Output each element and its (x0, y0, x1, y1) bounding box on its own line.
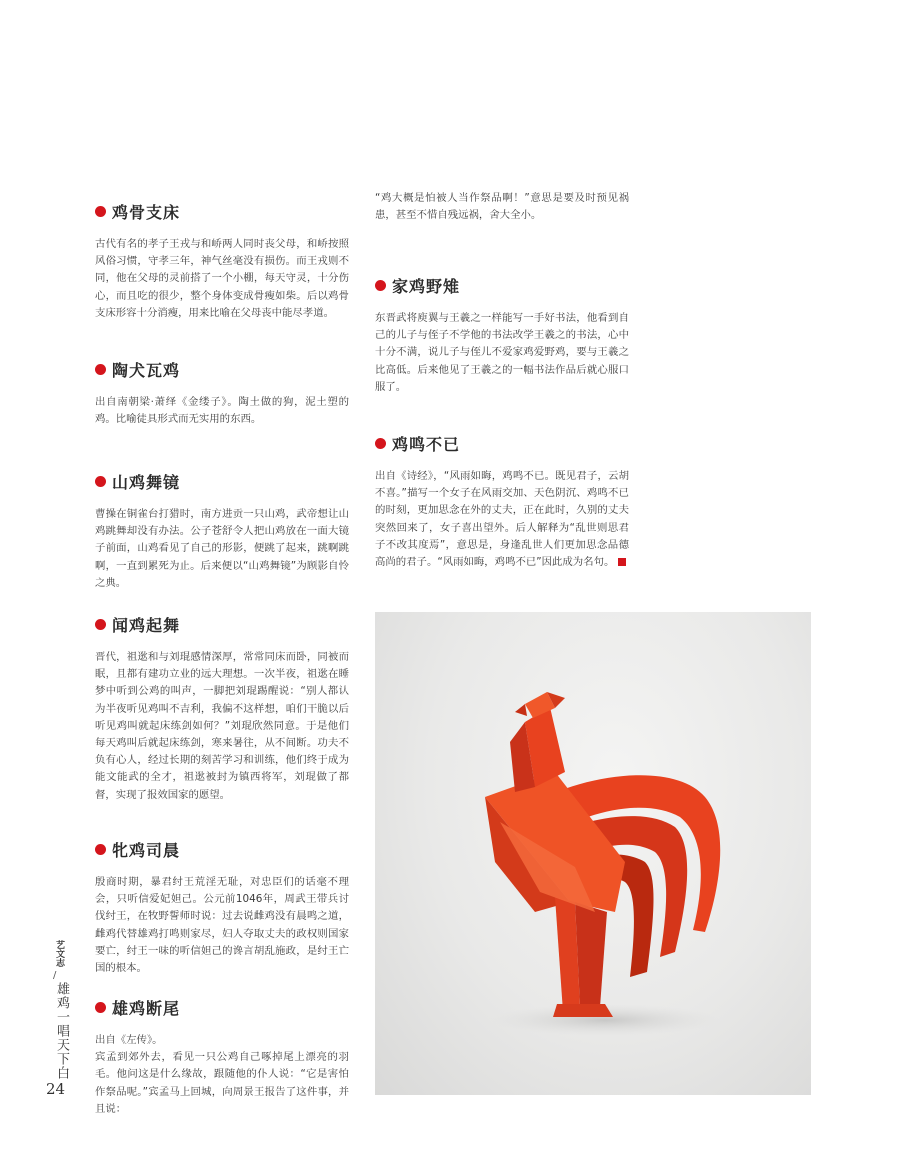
sidebar-separator: / (53, 970, 57, 981)
article-section-taoquan (95, 358, 349, 428)
section-title: 闻鸡起舞 (112, 615, 181, 635)
section-heading (95, 358, 349, 380)
article-section-jigu (95, 200, 349, 322)
section-body: 出自南朝梁·萧绎《金缕子》。陶土做的狗，泥土塑的鸡。比喻徒具形式而无实用的东西。 (95, 396, 349, 426)
article-section-shanji (95, 470, 349, 592)
bullet-dot-icon (95, 1002, 106, 1013)
section-title: 鸡骨支床 (112, 202, 181, 222)
section-body-text: 出自《诗经》，“风雨如晦，鸡鸣不已。既见君子，云胡不喜。”描写一个女子在风雨交加、天色阴沉、鸡鸣不已的时刻，更加思念在外的丈夫，正在此时，久别的丈夫突然回来了，女子喜出望外。后人解释为“乱世则思君子不改其度焉”，意思是，身逢乱世人们更加思念品德高尚的君子。“风雨如晦，鸡鸣不已”因此成为名句。 (375, 470, 629, 569)
section-title: 家鸡野雉 (392, 276, 461, 296)
origami-rooster-illustration (375, 612, 811, 1095)
section-body (375, 468, 629, 571)
bullet-dot-icon (95, 364, 106, 375)
section-body: 殷商时期，暴君纣王荒淫无耻，对忠臣们的话毫不理会，只听信爱妃妲己。公元前1046年，周武王带兵讨伐纣王，在牧野誓师时说：过去说雌鸡没有晨鸣之道，雌鸡代替雄鸡打鸣则家尽，妇人夺取丈夫的政权则国家要亡，纣王一味的听信妲己的谗言胡乱施政，是纣王亡国的根本。 (95, 876, 349, 975)
section-heading (95, 838, 349, 860)
section-title: 牝鸡司晨 (112, 840, 181, 860)
section-body: 晋代，祖逖和与刘琨感情深厚，常常同床而卧，同被而眠，且都有建功立业的远大理想。一次半夜，祖逖在睡梦中听到公鸡的叫声，一脚把刘琨踢醒说：“别人都认为半夜听见鸡叫不吉利，我偏不这样想，咱们干脆以后听见鸡叫就起床练剑如何？”刘琨欣然同意。于是他们每天鸡叫后就起床练剑，寒来暑往，从不间断。功夫不负有心人，经过长期的刻苦学习和训练，他们终于成为能文能武的全才，祖逖被封为镇西将军，刘琨做了都督，实现了报效国家的愿望。 (95, 651, 349, 801)
bullet-dot-icon (95, 619, 106, 630)
section-heading (375, 432, 629, 454)
section-title: 雄鸡断尾 (112, 998, 181, 1018)
section-body: 曹操在铜雀台打猎时，南方进贡一只山鸡，武帝想让山鸡跳舞却没有办法。公子苍舒令人把山鸡放在一面大镜子前面，山鸡看见了自己的形影，便跳了起来，跳啊跳啊，一直到累死为止。后来便以“山鸡舞镜”为顾影自怜之典。 (95, 508, 349, 589)
section-title: 山鸡舞镜 (112, 472, 181, 492)
article-section-wenji (95, 613, 349, 804)
article-section-pinji (95, 838, 349, 977)
section-body: “鸡大概是怕被人当作祭品啊！”意思是要及时预见祸患，甚至不惜自残远祸，舍大全小。 (375, 192, 629, 222)
bullet-dot-icon (95, 476, 106, 487)
issue-title: 雄鸡一唱天下白 (54, 982, 69, 1080)
origami-rooster-photo (375, 612, 811, 1095)
page-sidebar (46, 940, 72, 1100)
section-heading (95, 200, 349, 222)
section-body: 东晋武将庾翼与王羲之一样能写一手好书法，他看到自己的儿子与侄子不学他的书法改学王羲之的书法，心中十分不满，说儿子与侄儿不爱家鸡爱野鸡，要与王羲之比高低。后来他见了王羲之的一幅书法作品后就心服口服了。 (375, 312, 629, 393)
article-section-xiongji (95, 996, 349, 1118)
bullet-dot-icon (375, 438, 386, 449)
section-heading (95, 613, 349, 635)
article-section-jiming (375, 432, 629, 571)
end-mark-icon (618, 558, 626, 566)
section-heading (95, 470, 349, 492)
section-heading (95, 996, 349, 1018)
section-body: 出自《左传》。 宾孟到郊外去，看见一只公鸡自己啄掉尾上漂亮的羽毛。他问这是什么缘故，跟随他的仆人说：“它是害怕作祭品呢。”宾孟马上回城，向周景王报告了这件事，并且说： (95, 1034, 349, 1115)
section-heading (375, 274, 629, 296)
section-body: 古代有名的孝子王戎与和峤两人同时丧父母，和峤按照风俗习惯，守孝三年，神气丝毫没有损伤。而王戎则不同，他在父母的灵前搭了一个小棚，每天守灵，十分伤心，而且吃的很少，整个身体变成骨瘦如柴。后以鸡骨支床形容十分消瘦，用来比喻在父母丧中能尽孝道。 (95, 238, 349, 319)
bullet-dot-icon (95, 844, 106, 855)
magazine-name: 艺文志 (54, 940, 64, 967)
article-section-jiaji (375, 274, 629, 396)
page-number: 24 (46, 1080, 66, 1098)
bullet-dot-icon (95, 206, 106, 217)
article-section-continued (375, 190, 629, 224)
bullet-dot-icon (375, 280, 386, 291)
section-title: 陶犬瓦鸡 (112, 360, 181, 380)
section-title: 鸡鸣不已 (392, 434, 461, 454)
